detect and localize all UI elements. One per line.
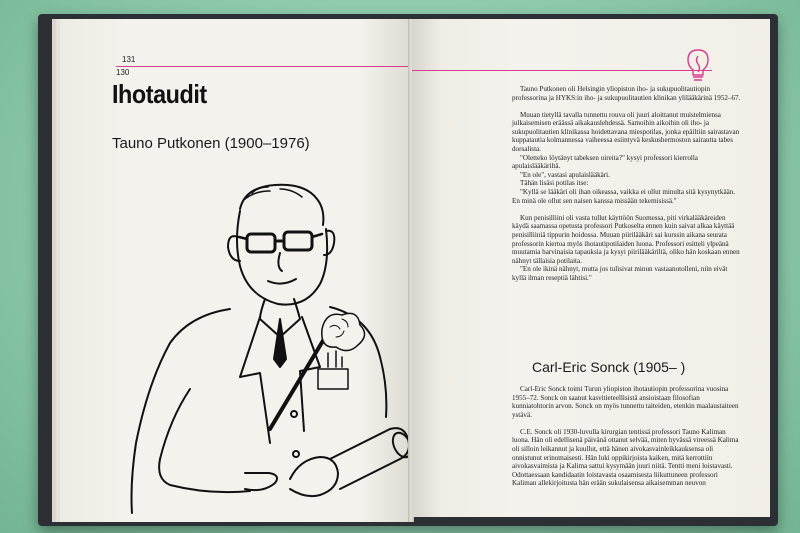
article-column-2 [512,385,742,488]
header-rule [116,66,412,67]
doctor-illustration-icon [90,169,410,514]
right-page [412,19,770,517]
paragraph: "Kyllä se lääkäri oli ihan oikeassa, vaikka ei ollut minulta sitä kysynytkään. En minä ole ollut sen naisen kanssa missään tekemisissä." [512,188,736,205]
header-rule-right [412,70,712,71]
lightbulb-logo-icon [682,46,714,82]
paragraph: Carl-Eric Sonck toimi Turun yliopiston ihotautiopin professorina vuosina 1955–72. Sonck on saanut kasvitieteellisistä ansioistaan filosofian kunniatohtorin arvon. Sonck on myös tunnettu taiteiden, etenkin maalaustaiteen ystävä. [512,385,739,419]
paragraph: Tauno Putkonen oli Helsingin yliopiston iho- ja sukupuolitautiopin professorina ja HYKS:in iho- ja sukupuolitautien klinikan ylilääkärinä 1952–67. [512,85,741,102]
paragraph: C.E. Sonck oli 1930-luvulla kirurgian tentissä professori Tauno Kaliman luona. Hän oli edellisenä päivänä ottanut selvää, miten hyvässä vireessä Kalima oli silloin leikannut ja kuullut, että hänen aivokasvainleikkauksensa oli onnistunut erinomaisesti. Hän luki oppikirjoista kaiken, mitä kerrottiin aivokasvaimista ja Kalima sattui kysymään juuri niitä. Tentti meni loistavasti. Odottaessaan kandidaatin loistavasta osaamisesta liikuttuneen professori Kaliman allekirjoitusta hän erään sukulaisensa aikaisemman neuvon [512,427,739,488]
paragraph: Kun penisilliini oli vasta tullut käyttöön Suomessa, piti virkalääkäreiden käydä saamassa opetusta professori Putkoselta ennen kuin saivat alkaa käyttää penisilliiniä tippurin hoidossa. Muuan piirilääkäri sai kurssin aikana seurata professorin kiertoa myös ihotautipotilaiden luona. Professori esitteli ylpeänä muutamia harvinaisia tapauksia ja kysyi piirilääkäriltä, oliko hän koskaan ennen nähnyt tällaisia potilaita. [512,213,740,265]
article-column-1 [512,85,742,282]
page-number-top: 131 [122,55,136,64]
paragraph: Muuan tietyllä tavalla tunnettu rouva oli juuri aloittanut muistelmiensa julkaisemisen eräässä aikakauslehdessä. Samoihin aikoihin oli iho- ja sukupuolitautien klinikassa hoidettavana miespotilas, jonka epäiltiin sairastavan kuppatautia kolmannessa vaiheessa esiintyvä keskushermoston sairautta tabes dorsalista. [512,110,740,154]
page-number-bottom: 130 [116,68,130,77]
paragraph: "En ole ikinä nähnyt, mutta jos tulisivat minun vastaanotolleni, niin eivät kyllä ilman reseptiä lähtisi." [512,265,728,282]
paragraph: "Oletteko löytänyt tabeksen oireita?" kysyi professori kierrolla apulaislääkäriltä. [512,153,698,171]
chapter-title: Ihotaudit [112,79,207,109]
paragraph: "En ole", vastasi apulaislääkäri. [520,170,610,179]
paragraph: Tähän lisäsi potilas itse: [520,179,589,188]
section-heading: Carl-Eric Sonck (1905– ) [532,359,686,375]
left-page [60,19,412,522]
chapter-subtitle: Tauno Putkonen (1900–1976) [112,135,310,152]
